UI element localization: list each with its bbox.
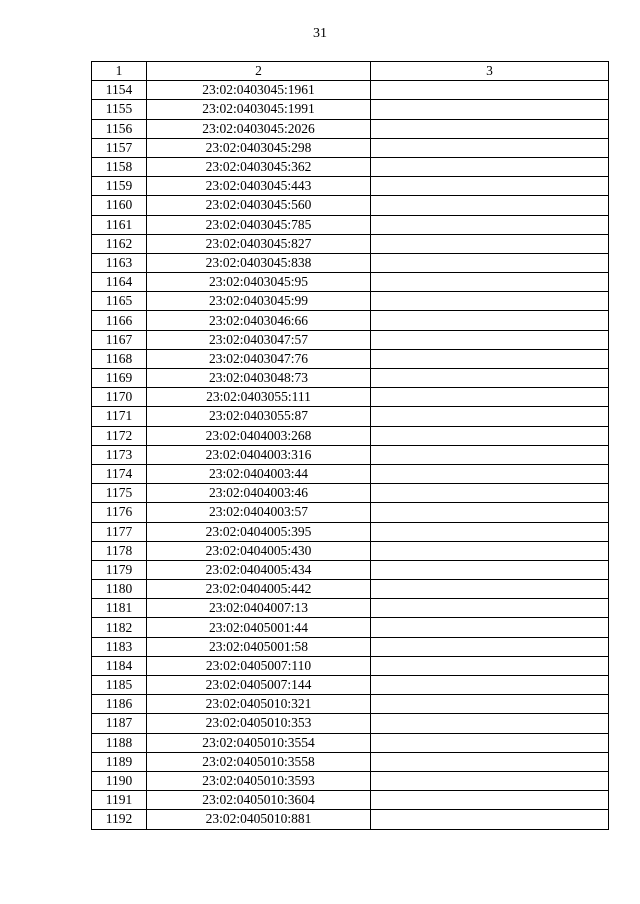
cadastral-number-cell: 23:02:0403045:95: [147, 273, 371, 292]
cadastral-number-cell: 23:02:0405010:321: [147, 695, 371, 714]
table-row: [92, 138, 609, 157]
table-row: [92, 388, 609, 407]
row-number-cell: 1156: [92, 119, 147, 138]
table-row: [92, 234, 609, 253]
cadastral-number-cell: 23:02:0403048:73: [147, 369, 371, 388]
row-number-cell: 1184: [92, 656, 147, 675]
note-cell: [371, 138, 609, 157]
cadastral-number-cell: 23:02:0404003:268: [147, 426, 371, 445]
cadastral-number-cell: 23:02:0405010:3554: [147, 733, 371, 752]
table-row: [92, 157, 609, 176]
row-number-cell: 1168: [92, 349, 147, 368]
cadastral-number-cell: 23:02:0405010:3558: [147, 752, 371, 771]
table-row: [92, 676, 609, 695]
row-number-cell: 1155: [92, 100, 147, 119]
note-cell: [371, 810, 609, 829]
note-cell: [371, 599, 609, 618]
row-number-cell: 1179: [92, 560, 147, 579]
row-number-cell: 1160: [92, 196, 147, 215]
note-cell: [371, 215, 609, 234]
table-row: [92, 292, 609, 311]
cadastral-table: [91, 61, 609, 830]
note-cell: [371, 349, 609, 368]
cadastral-number-cell: 23:02:0403045:99: [147, 292, 371, 311]
table-row: [92, 580, 609, 599]
note-cell: [371, 407, 609, 426]
table-row: [92, 100, 609, 119]
note-cell: [371, 695, 609, 714]
cadastral-number-cell: 23:02:0404005:434: [147, 560, 371, 579]
cadastral-number-cell: 23:02:0405007:144: [147, 676, 371, 695]
table-row: [92, 522, 609, 541]
cadastral-number-cell: 23:02:0404007:13: [147, 599, 371, 618]
cadastral-number-cell: 23:02:0403045:827: [147, 234, 371, 253]
row-number-cell: 1188: [92, 733, 147, 752]
row-number-cell: 1172: [92, 426, 147, 445]
table-row: [92, 695, 609, 714]
note-cell: [371, 464, 609, 483]
header-cell-1: 1: [92, 62, 147, 81]
row-number-cell: 1164: [92, 273, 147, 292]
table-row: [92, 714, 609, 733]
cadastral-number-cell: 23:02:0403045:443: [147, 177, 371, 196]
note-cell: [371, 330, 609, 349]
cadastral-number-cell: 23:02:0404003:316: [147, 445, 371, 464]
table-row: [92, 273, 609, 292]
note-cell: [371, 177, 609, 196]
row-number-cell: 1170: [92, 388, 147, 407]
table-row: [92, 637, 609, 656]
note-cell: [371, 522, 609, 541]
cadastral-number-cell: 23:02:0404005:395: [147, 522, 371, 541]
note-cell: [371, 503, 609, 522]
cadastral-number-cell: 23:02:0403055:87: [147, 407, 371, 426]
note-cell: [371, 196, 609, 215]
cadastral-number-cell: 23:02:0403047:76: [147, 349, 371, 368]
cadastral-number-cell: 23:02:0404005:430: [147, 541, 371, 560]
table-row: [92, 752, 609, 771]
note-cell: [371, 771, 609, 790]
page-number: 31: [313, 26, 327, 41]
table-row: [92, 503, 609, 522]
cadastral-number-cell: 23:02:0404003:44: [147, 464, 371, 483]
note-cell: [371, 426, 609, 445]
cadastral-number-cell: 23:02:0405010:3593: [147, 771, 371, 790]
note-cell: [371, 253, 609, 272]
row-number-cell: 1154: [92, 81, 147, 100]
table-row: [92, 369, 609, 388]
row-number-cell: 1192: [92, 810, 147, 829]
table-row: [92, 445, 609, 464]
row-number-cell: 1166: [92, 311, 147, 330]
note-cell: [371, 388, 609, 407]
cadastral-number-cell: 23:02:0403047:57: [147, 330, 371, 349]
cadastral-number-cell: 23:02:0404003:57: [147, 503, 371, 522]
table-row: [92, 330, 609, 349]
cadastral-number-cell: 23:02:0405001:44: [147, 618, 371, 637]
note-cell: [371, 560, 609, 579]
table-row: [92, 119, 609, 138]
table-row: [92, 560, 609, 579]
cadastral-number-cell: 23:02:0404005:442: [147, 580, 371, 599]
cadastral-number-cell: 23:02:0403045:1961: [147, 81, 371, 100]
cadastral-number-cell: 23:02:0403045:785: [147, 215, 371, 234]
table-row: [92, 426, 609, 445]
table-row: [92, 349, 609, 368]
cadastral-number-cell: 23:02:0403046:66: [147, 311, 371, 330]
cadastral-number-cell: 23:02:0405010:3604: [147, 791, 371, 810]
row-number-cell: 1187: [92, 714, 147, 733]
row-number-cell: 1174: [92, 464, 147, 483]
row-number-cell: 1183: [92, 637, 147, 656]
note-cell: [371, 369, 609, 388]
table-row: [92, 215, 609, 234]
row-number-cell: 1175: [92, 484, 147, 503]
cadastral-number-cell: 23:02:0403045:838: [147, 253, 371, 272]
cadastral-number-cell: 23:02:0405001:58: [147, 637, 371, 656]
row-number-cell: 1185: [92, 676, 147, 695]
table-body: [92, 81, 609, 829]
table-row: [92, 484, 609, 503]
row-number-cell: 1182: [92, 618, 147, 637]
row-number-cell: 1173: [92, 445, 147, 464]
row-number-cell: 1171: [92, 407, 147, 426]
note-cell: [371, 484, 609, 503]
table-row: [92, 407, 609, 426]
note-cell: [371, 81, 609, 100]
cadastral-number-cell: 23:02:0403045:362: [147, 157, 371, 176]
note-cell: [371, 445, 609, 464]
table-header: [92, 62, 609, 81]
row-number-cell: 1169: [92, 369, 147, 388]
table-header-row: [92, 62, 609, 81]
cadastral-number-cell: 23:02:0403045:560: [147, 196, 371, 215]
row-number-cell: 1165: [92, 292, 147, 311]
note-cell: [371, 733, 609, 752]
row-number-cell: 1178: [92, 541, 147, 560]
row-number-cell: 1176: [92, 503, 147, 522]
note-cell: [371, 752, 609, 771]
cadastral-number-cell: 23:02:0404003:46: [147, 484, 371, 503]
row-number-cell: 1186: [92, 695, 147, 714]
row-number-cell: 1159: [92, 177, 147, 196]
table-row: [92, 464, 609, 483]
header-cell-3: 3: [371, 62, 609, 81]
table-row: [92, 771, 609, 790]
table-row: [92, 177, 609, 196]
row-number-cell: 1167: [92, 330, 147, 349]
cadastral-number-cell: 23:02:0405007:110: [147, 656, 371, 675]
row-number-cell: 1189: [92, 752, 147, 771]
row-number-cell: 1163: [92, 253, 147, 272]
cadastral-number-cell: 23:02:0403045:1991: [147, 100, 371, 119]
note-cell: [371, 714, 609, 733]
note-cell: [371, 618, 609, 637]
table-row: [92, 810, 609, 829]
table-row: [92, 311, 609, 330]
row-number-cell: 1181: [92, 599, 147, 618]
note-cell: [371, 656, 609, 675]
row-number-cell: 1191: [92, 791, 147, 810]
row-number-cell: 1180: [92, 580, 147, 599]
table-row: [92, 733, 609, 752]
note-cell: [371, 637, 609, 656]
note-cell: [371, 580, 609, 599]
table-row: [92, 196, 609, 215]
note-cell: [371, 791, 609, 810]
cadastral-number-cell: 23:02:0403045:298: [147, 138, 371, 157]
cadastral-number-cell: 23:02:0403055:111: [147, 388, 371, 407]
cadastral-number-cell: 23:02:0403045:2026: [147, 119, 371, 138]
table-row: [92, 253, 609, 272]
row-number-cell: 1157: [92, 138, 147, 157]
row-number-cell: 1161: [92, 215, 147, 234]
header-cell-2: 2: [147, 62, 371, 81]
row-number-cell: 1190: [92, 771, 147, 790]
note-cell: [371, 157, 609, 176]
note-cell: [371, 100, 609, 119]
note-cell: [371, 119, 609, 138]
table-row: [92, 791, 609, 810]
note-cell: [371, 311, 609, 330]
cadastral-number-cell: 23:02:0405010:881: [147, 810, 371, 829]
note-cell: [371, 676, 609, 695]
row-number-cell: 1158: [92, 157, 147, 176]
table-row: [92, 618, 609, 637]
row-number-cell: 1162: [92, 234, 147, 253]
note-cell: [371, 273, 609, 292]
table-row: [92, 81, 609, 100]
table-row: [92, 656, 609, 675]
table-row: [92, 599, 609, 618]
cadastral-number-cell: 23:02:0405010:353: [147, 714, 371, 733]
note-cell: [371, 292, 609, 311]
note-cell: [371, 234, 609, 253]
note-cell: [371, 541, 609, 560]
row-number-cell: 1177: [92, 522, 147, 541]
table-row: [92, 541, 609, 560]
